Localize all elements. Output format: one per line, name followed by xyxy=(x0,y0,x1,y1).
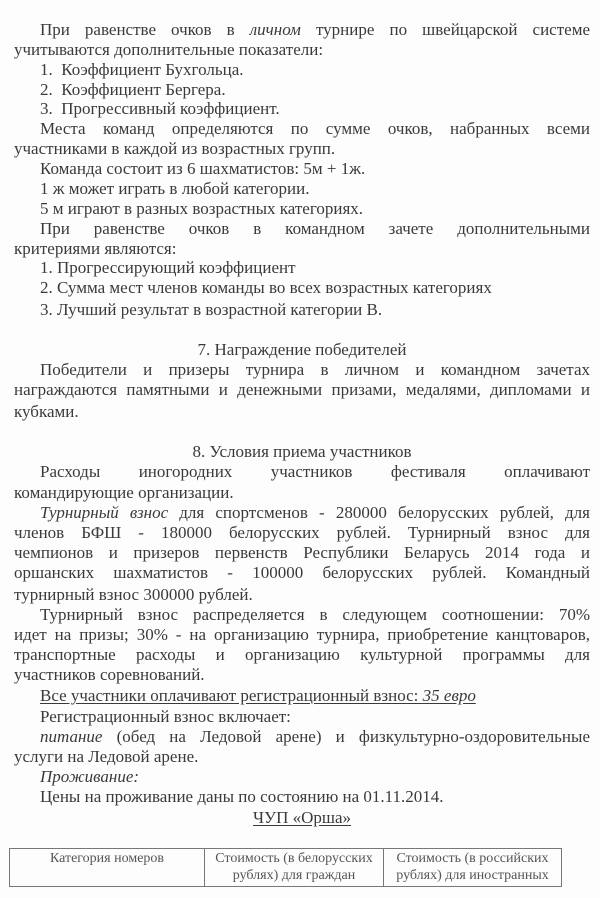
text-segment: Все участники оплачивают регистрационный взнос: xyxy=(40,686,423,705)
line-text xyxy=(14,380,590,399)
line-text xyxy=(14,747,198,766)
line-text xyxy=(40,462,590,481)
text-segment: Победители и призеры турнира в личном и командном зачетах xyxy=(40,360,590,379)
room-prices-table xyxy=(9,848,562,887)
line-text xyxy=(40,119,590,138)
paragraph-line xyxy=(14,523,590,543)
text-segment: участниками в каждой из возрастных групп. xyxy=(14,139,336,158)
line-text xyxy=(14,402,79,421)
text-segment: ЧУП «Орша» xyxy=(252,808,352,827)
table-header-cell: Категория номеров xyxy=(10,849,205,887)
line-text xyxy=(40,605,590,624)
text-segment: Расходы иногородних участников фестиваля оплачивают xyxy=(40,462,590,481)
line-text xyxy=(192,442,411,461)
text-segment: участников соревнований. xyxy=(14,665,205,684)
text-segment: командирующие организации. xyxy=(14,483,234,502)
italic-text: Проживание: xyxy=(40,767,140,786)
paragraph-line xyxy=(40,727,590,747)
paragraph-line xyxy=(40,159,590,179)
text-segment: 7. Награждение победителей xyxy=(197,340,407,359)
line-text xyxy=(253,808,351,827)
text-segment: членов БФШ - 180000 белорусских рублей. Турнирный взнос для xyxy=(14,523,590,542)
text-segment: Команда состоит из 6 шахматистов: 5м + 1ж. xyxy=(40,159,366,178)
text-segment: идет на призы; 30% - на организацию турнира, приобретение канцтоваров, xyxy=(14,625,590,644)
section-heading xyxy=(0,442,600,462)
line-text xyxy=(40,300,382,319)
paragraph-line xyxy=(40,179,590,199)
text-segment: 1. Коэффициент Бухгольца. xyxy=(40,60,244,79)
line-text xyxy=(40,767,139,786)
text-segment: чемпионов и призеров первенств Республики Беларусь 2014 года и xyxy=(14,543,590,562)
text-segment: Места команд определяются по сумме очков, набранных всеми xyxy=(40,119,590,138)
table-header-row xyxy=(10,849,562,887)
text-segment: 2. Сумма мест членов команды во всех возрастных категориях xyxy=(40,278,492,297)
table-header-cell: Стоимость (в российских рублях) для иностранных xyxy=(384,849,562,887)
line-text xyxy=(14,483,234,502)
text-segment: 5 м играют в разных возрастных категориях. xyxy=(40,199,364,218)
text-segment: Турнирный взнос распределяется в следующем соотношении: 70% xyxy=(40,605,590,624)
hotel-heading xyxy=(0,808,600,828)
text-segment: 3. Прогрессивный коэффициент. xyxy=(40,99,280,118)
line-text xyxy=(40,179,309,198)
text-segment: 3. Лучший результат в возрастной категории В. xyxy=(40,300,383,319)
paragraph-line xyxy=(14,665,590,685)
paragraph-line xyxy=(40,686,590,706)
paragraph-line xyxy=(14,645,590,665)
paragraph-line xyxy=(40,503,590,523)
italic-text: личном xyxy=(249,20,301,39)
line-text xyxy=(40,80,226,99)
paragraph-line xyxy=(14,380,590,400)
line-text xyxy=(14,665,205,684)
line-text xyxy=(40,60,244,79)
subheading xyxy=(40,767,590,787)
text-segment: 2. Коэффициент Бергера. xyxy=(40,80,226,99)
list-item xyxy=(40,60,590,80)
paragraph-line xyxy=(40,707,590,727)
line-text xyxy=(40,278,492,297)
line-text xyxy=(14,625,590,644)
line-text xyxy=(14,139,335,158)
text-segment: услуги на Ледовой арене. xyxy=(14,747,199,766)
paragraph-line xyxy=(40,199,590,219)
line-text xyxy=(14,645,590,664)
text-segment: 8. Условия приема участников xyxy=(192,442,412,461)
text-segment: 1. Прогрессирующий коэффициент xyxy=(40,258,296,277)
text-segment: При равенстве очков в командном зачете дополнительными xyxy=(40,219,590,238)
italic-text: питание xyxy=(40,727,103,746)
italic-text: Турнирный взнос xyxy=(40,503,169,522)
paragraph-line xyxy=(40,119,590,139)
paragraph-line xyxy=(14,483,590,503)
line-text xyxy=(40,159,365,178)
paragraph-line xyxy=(40,360,590,380)
line-text xyxy=(40,727,590,746)
line-text xyxy=(40,707,291,726)
text-segment: учитываются дополнительные показатели: xyxy=(14,40,324,59)
list-item xyxy=(40,99,590,119)
paragraph-line xyxy=(14,543,590,563)
text-segment: награждаются памятными и денежными призами, медалями, дипломами и xyxy=(14,380,590,399)
text-segment: турнирный взнос 300000 рублей. xyxy=(14,585,253,604)
list-item xyxy=(40,278,590,298)
line-text xyxy=(40,503,590,522)
line-text xyxy=(14,585,253,604)
line-text xyxy=(40,20,590,39)
line-text xyxy=(40,787,444,806)
line-text xyxy=(14,523,590,542)
paragraph-line xyxy=(40,219,590,239)
text-segment: транспортные расходы и организацию культурной программы для xyxy=(14,645,590,664)
line-text xyxy=(14,543,590,562)
text-segment: (обед на Ледовой арене) и физкультурно-оздоровительные xyxy=(102,727,590,746)
text-segment: При равенстве очков в xyxy=(40,20,250,39)
paragraph-line xyxy=(14,563,590,583)
line-text xyxy=(14,239,176,258)
paragraph-line xyxy=(14,239,590,259)
line-text xyxy=(40,99,280,118)
paragraph-line xyxy=(14,747,590,767)
text-segment: для спортсменов - 280000 белорусских рублей, для xyxy=(168,503,590,522)
line-text xyxy=(40,199,363,218)
section-heading xyxy=(0,340,600,360)
text-segment: 1 ж может играть в любой категории. xyxy=(40,179,310,198)
list-item xyxy=(40,80,590,100)
table-header-cell: Стоимость (в белорусских рублях) для граждан xyxy=(205,849,384,887)
line-text xyxy=(40,360,590,379)
italic-text: 35 евро xyxy=(422,686,476,705)
text-segment: кубками. xyxy=(14,402,79,421)
text-segment: Цены на проживание даны по состоянию на 01.11.2014. xyxy=(40,787,444,806)
paragraph-line xyxy=(14,625,590,645)
list-item xyxy=(40,300,590,320)
text-segment: Регистрационный взнос включает: xyxy=(40,707,291,726)
paragraph-line xyxy=(40,462,590,482)
text-segment: турнире по швейцарской системе xyxy=(300,20,590,39)
line-text xyxy=(40,258,296,277)
text-segment: критериями являются: xyxy=(14,239,177,258)
paragraph-line xyxy=(14,585,590,605)
line-text xyxy=(40,219,590,238)
paragraph-line xyxy=(40,20,590,40)
paragraph-line xyxy=(40,787,590,807)
list-item xyxy=(40,258,590,278)
paragraph-line xyxy=(40,605,590,625)
text-segment: оршанских шахматистов - 100000 белорусских рублей. Командный xyxy=(14,563,590,582)
paragraph-line xyxy=(14,139,590,159)
line-text xyxy=(14,563,590,582)
line-text xyxy=(14,40,323,59)
line-text xyxy=(40,686,476,705)
paragraph-line xyxy=(14,402,590,422)
paragraph-line xyxy=(14,40,590,60)
line-text xyxy=(198,340,407,359)
